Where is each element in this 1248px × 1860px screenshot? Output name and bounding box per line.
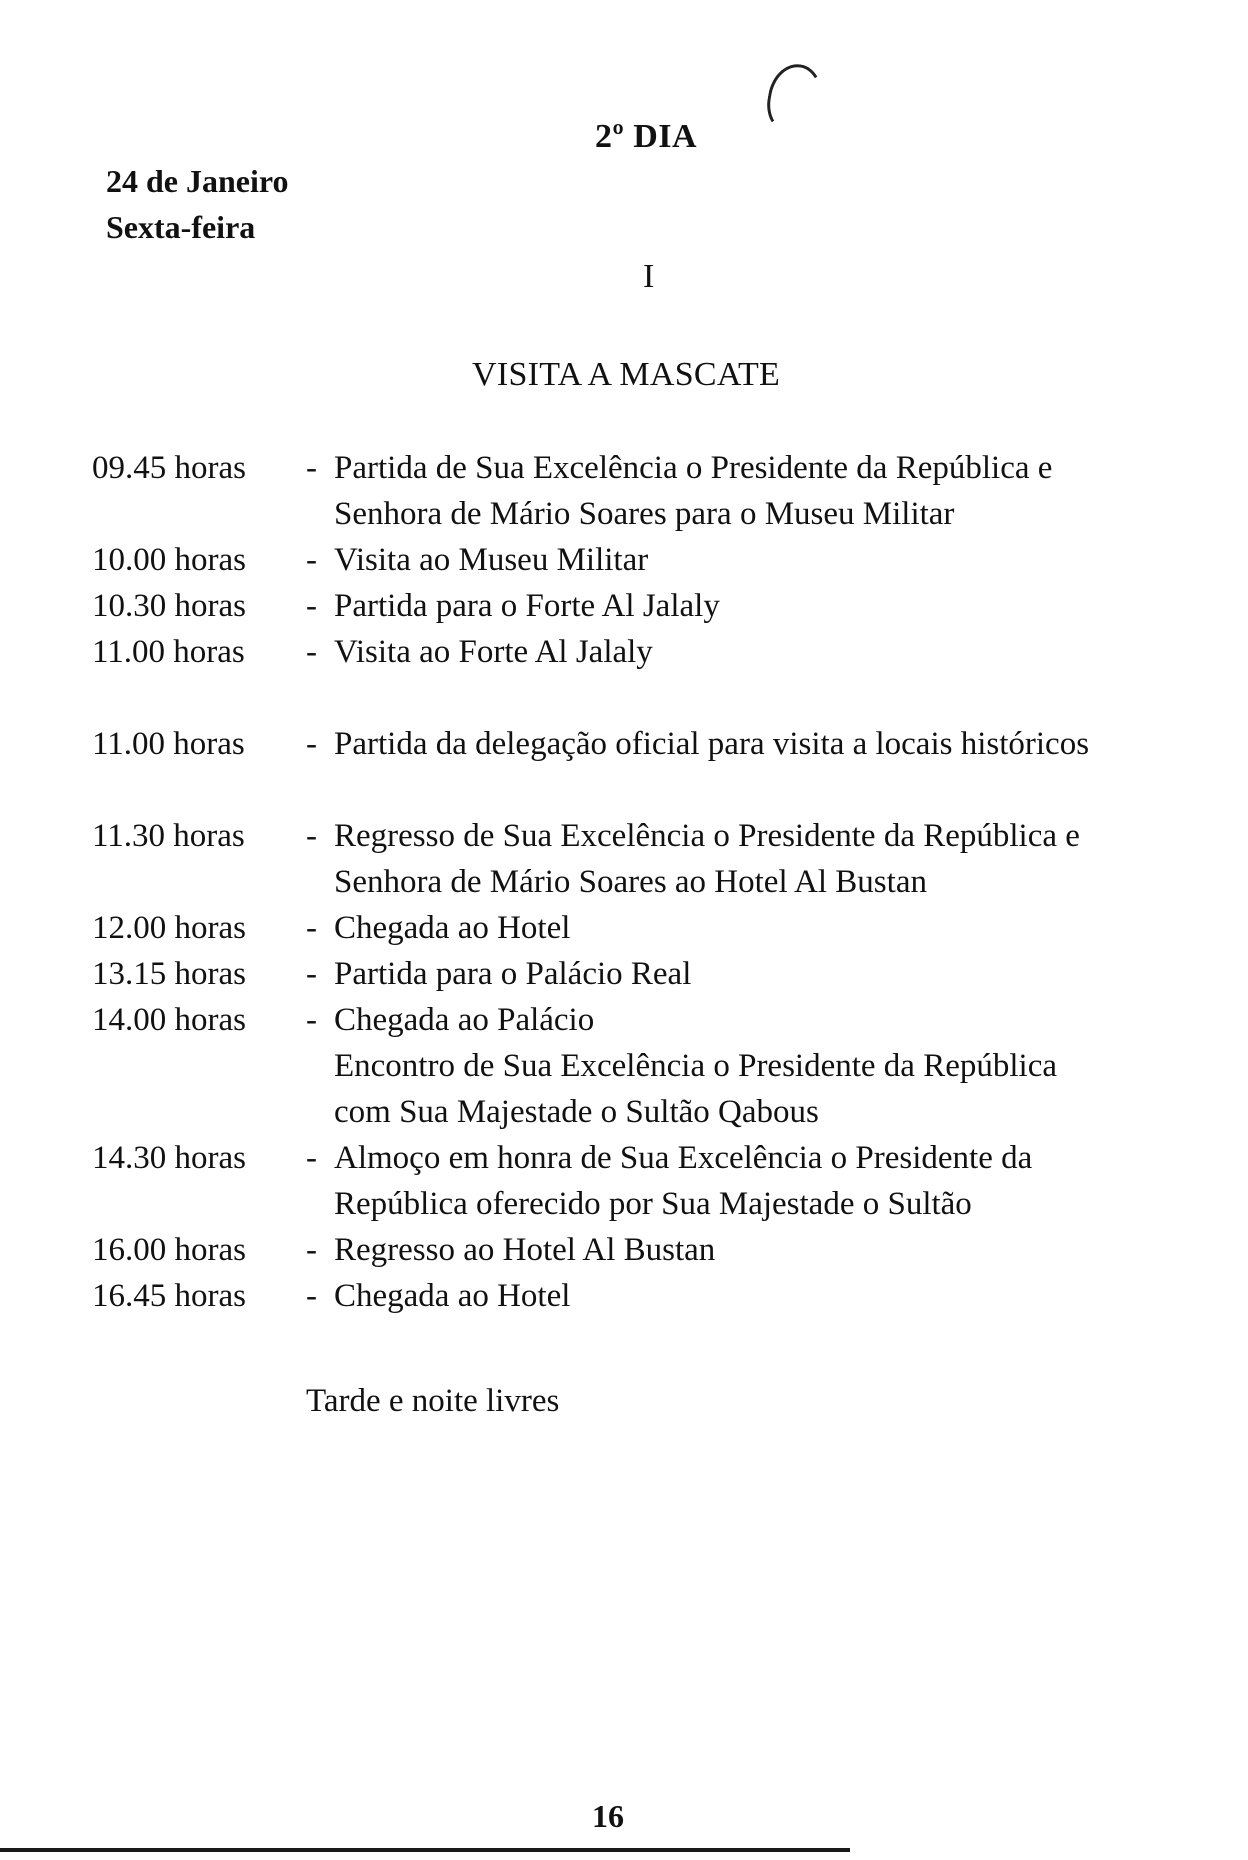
bottom-rule (0, 1848, 850, 1852)
schedule-entry (92, 1135, 1192, 1227)
entry-time: 10.00 horas (92, 542, 246, 578)
schedule-entry (92, 1273, 1192, 1319)
entry-line: Partida para o Palácio Real (334, 956, 692, 992)
entry-dash: - (306, 1278, 317, 1314)
entry-description (328, 1135, 1192, 1227)
entry-dash: - (306, 818, 317, 854)
entry-description (328, 1227, 1192, 1273)
entry-dash: - (306, 588, 317, 624)
entry-line: Senhora de Mário Soares para o Museu Militar (334, 496, 955, 532)
entry-description (328, 721, 1192, 767)
entry-time: 16.45 horas (92, 1278, 246, 1314)
entry-line: Partida de Sua Excelência o Presidente da República e (334, 450, 1053, 486)
entry-line: Chegada ao Hotel (334, 910, 571, 946)
closing-note: Tarde e noite livres (306, 1383, 560, 1419)
section-title: VISITA A MASCATE (472, 356, 781, 393)
entry-time: 09.45 horas (92, 450, 246, 486)
entry-dash: - (306, 542, 317, 578)
schedule-entry (92, 905, 1192, 951)
entry-dash: - (306, 1140, 317, 1176)
entry-time: 11.00 horas (92, 634, 245, 670)
entry-line: Visita ao Forte Al Jalaly (334, 634, 653, 670)
entry-dash: - (306, 726, 317, 762)
schedule-entry (92, 721, 1192, 767)
entry-line: Regresso de Sua Excelência o Presidente da República e (334, 818, 1080, 854)
entry-time: 14.00 horas (92, 1002, 246, 1038)
date-label: 24 de Janeiro (106, 163, 289, 199)
entry-time: 16.00 horas (92, 1232, 246, 1268)
entry-dash: - (306, 1232, 317, 1268)
schedule-entry (92, 1227, 1192, 1273)
entry-time: 13.15 horas (92, 956, 246, 992)
punch-hole-mark (762, 60, 827, 138)
entry-description (328, 951, 1192, 997)
schedule-entry (92, 445, 1192, 537)
entry-description (328, 813, 1192, 905)
entry-time: 12.00 horas (92, 910, 246, 946)
schedule-entry (92, 537, 1192, 583)
entry-time: 11.00 horas (92, 726, 245, 762)
entry-line: República oferecido por Sua Majestade o Sultão (334, 1186, 972, 1222)
entry-description (328, 905, 1192, 951)
entry-line: Chegada ao Palácio (334, 1002, 595, 1038)
entry-time: 14.30 horas (92, 1140, 246, 1176)
date-block (106, 158, 289, 250)
entry-description (328, 629, 1192, 675)
entry-dash: - (306, 450, 317, 486)
entry-description (328, 997, 1192, 1135)
entry-time: 11.30 horas (92, 818, 245, 854)
entry-line: Partida da delegação oficial para visita a locais históricos (334, 726, 1090, 762)
entry-line: Almoço em honra de Sua Excelência o Presidente da (334, 1140, 1033, 1176)
schedule-entry (92, 813, 1192, 905)
page-number: 16 (592, 1798, 624, 1834)
spacer (92, 675, 1192, 721)
entry-dash: - (306, 910, 317, 946)
entry-description (328, 1273, 1192, 1319)
schedule-entry (92, 997, 1192, 1135)
spacer (92, 767, 1192, 813)
schedule-list (92, 445, 1192, 1319)
entry-description (328, 445, 1192, 537)
schedule-entry (92, 583, 1192, 629)
entry-time: 10.30 horas (92, 588, 246, 624)
weekday-label: Sexta-feira (106, 209, 256, 245)
entry-line: Chegada ao Hotel (334, 1278, 571, 1314)
day-heading: 2º DIA (595, 118, 698, 155)
entry-line: Senhora de Mário Soares ao Hotel Al Bustan (334, 864, 927, 900)
entry-line: Visita ao Museu Militar (334, 542, 649, 578)
entry-line: com Sua Majestade o Sultão Qabous (334, 1094, 819, 1130)
entry-dash: - (306, 1002, 317, 1038)
entry-line: Encontro de Sua Excelência o Presidente da República (334, 1048, 1057, 1084)
schedule-entry (92, 629, 1192, 675)
entry-description (328, 583, 1192, 629)
entry-line: Partida para o Forte Al Jalaly (334, 588, 720, 624)
entry-dash: - (306, 634, 317, 670)
entry-line: Regresso ao Hotel Al Bustan (334, 1232, 716, 1268)
entry-dash: - (306, 956, 317, 992)
section-number: I (643, 258, 655, 295)
entry-description (328, 537, 1192, 583)
schedule-entry (92, 951, 1192, 997)
